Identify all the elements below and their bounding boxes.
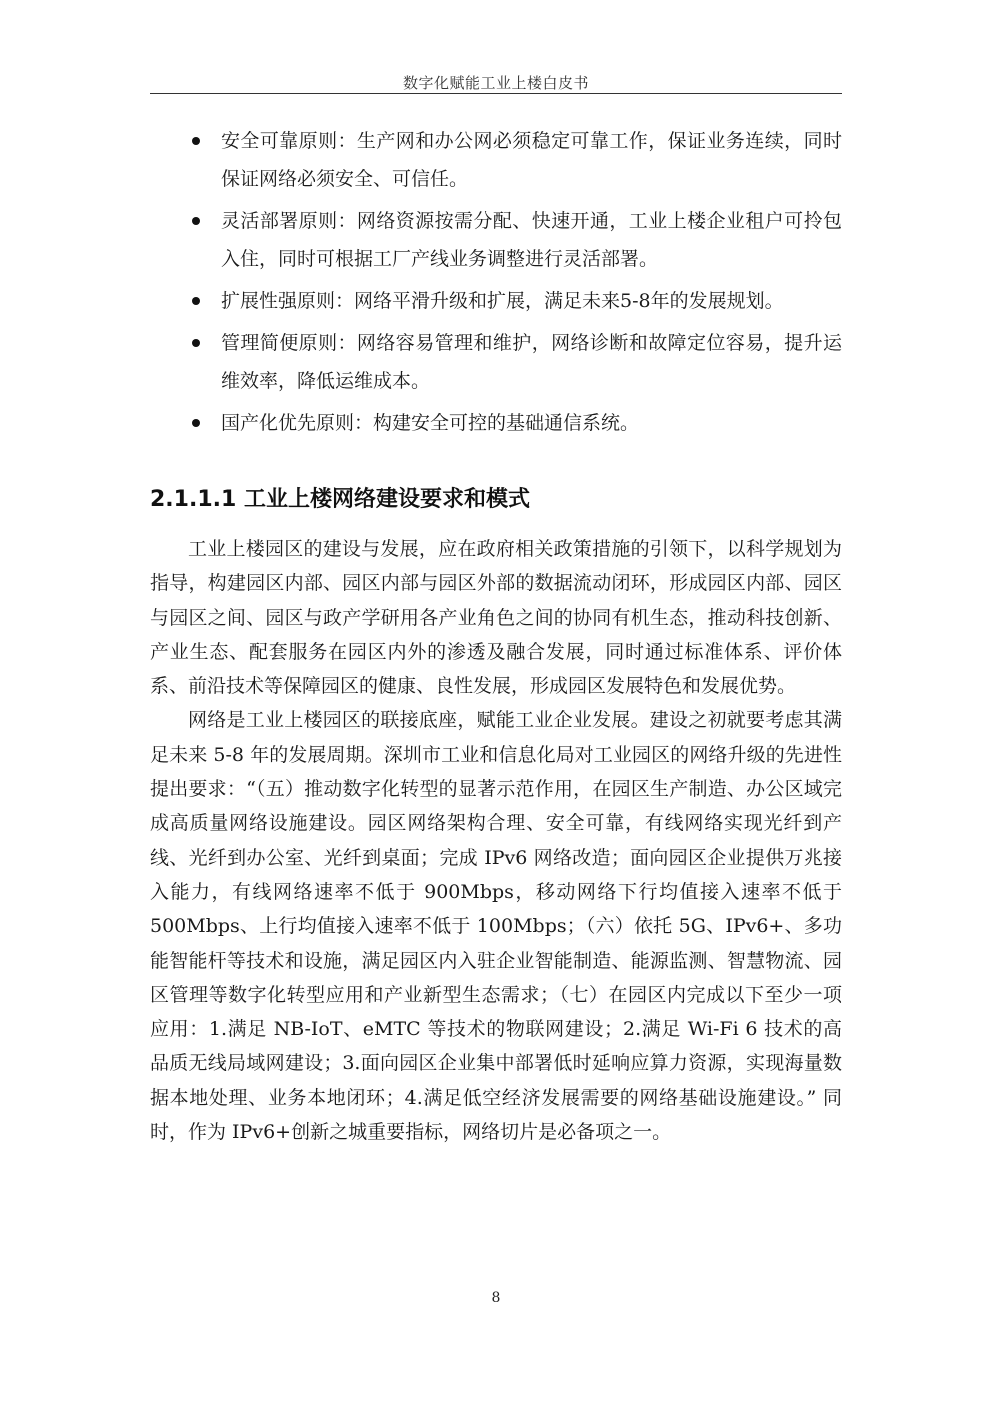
bullet-text: 灵活部署原则：网络资源按需分配、快速开通，工业上楼企业租户可拎包入住，同时可根据工厂产线业务调整进行灵活部署。 bbox=[221, 210, 842, 270]
bullet-item bbox=[150, 324, 842, 400]
bullet-text: 安全可靠原则：生产网和办公网必须稳定可靠工作，保证业务连续，同时保证网络必须安全、可信任。 bbox=[221, 130, 842, 190]
bullet-item bbox=[150, 404, 842, 442]
body-text bbox=[150, 532, 842, 1149]
section-heading: 2.1.1.1 工业上楼网络建设要求和模式 bbox=[150, 487, 530, 513]
bullet-dot-icon bbox=[192, 297, 200, 305]
bullet-item bbox=[150, 202, 842, 278]
bullet-dot-icon bbox=[192, 217, 200, 225]
bullet-item bbox=[150, 122, 842, 198]
bullet-dot-icon bbox=[192, 137, 200, 145]
bullet-dot-icon bbox=[192, 419, 200, 427]
page-number: 8 bbox=[491, 1290, 501, 1306]
header-rule bbox=[150, 93, 842, 94]
running-header-title: 数字化赋能工业上楼白皮书 bbox=[402, 74, 589, 92]
bullet-dot-icon bbox=[192, 339, 200, 347]
body-paragraph: 网络是工业上楼园区的联接底座，赋能工业企业发展。建设之初就要考虑其满足未来 5-8 年的发展周期。深圳市工业和信息化局对工业园区的网络升级的先进性提出要求：“（五）推动数字化转型的显著示范作用，在园区生产制造、办公区域完成高质量网络设施建设。园区网络架构合理、安全可靠，有线网络实现光纤到产线、光纤到办公室、光纤到桌面；完成 IPv6 网络改造；面向园区企业提供万兆接入能力，有线网络速率不低于 900Mbps，移动网络下行均值接入速率不低于 500Mbps、上行均值接入速率不低于 100Mbps；（六）依托 5G、IPv6+、多功能智能杆等技术和设施，满足园区内入驻企业智能制造、能源监测、智慧物流、园区管理等数字化转型应用和产业新型生态需求；（七）在园区内完成以下至少一项应用：1.满足 NB-IoT、eMTC 等技术的物联网建设；2.满足 Wi-Fi 6 技术的高品质无线局域网建设；3.面向园区企业集中部署低时延响应算力资源，实现海量数据本地处理、业务本地闭环；4.满足低空经济发展需要的网络基础设施建设。” 同时，作为 IPv6+创新之城重要指标，网络切片是必备项之一。 bbox=[150, 709, 842, 1144]
bullet-text: 国产化优先原则：构建安全可控的基础通信系统。 bbox=[221, 412, 640, 434]
body-paragraph: 工业上楼园区的建设与发展，应在政府相关政策措施的引领下，以科学规划为指导，构建园区内部、园区内部与园区外部的数据流动闭环，形成园区内部、园区与园区之间、园区与政产学研用各产业角色之间的协同有机生态，推动科技创新、产业生态、配套服务在园区内外的渗透及融合发展，同时通过标准体系、评价体系、前沿技术等保障园区的健康、良性发展，形成园区发展特色和发展优势。 bbox=[150, 538, 842, 698]
bullet-text: 扩展性强原则：网络平滑升级和扩展，满足未来5-8年的发展规划。 bbox=[221, 290, 784, 312]
principles-bullet-list bbox=[150, 122, 842, 446]
bullet-item bbox=[150, 282, 842, 320]
bullet-text: 管理简便原则：网络容易管理和维护，网络诊断和故障定位容易，提升运维效率，降低运维成本。 bbox=[221, 332, 842, 392]
